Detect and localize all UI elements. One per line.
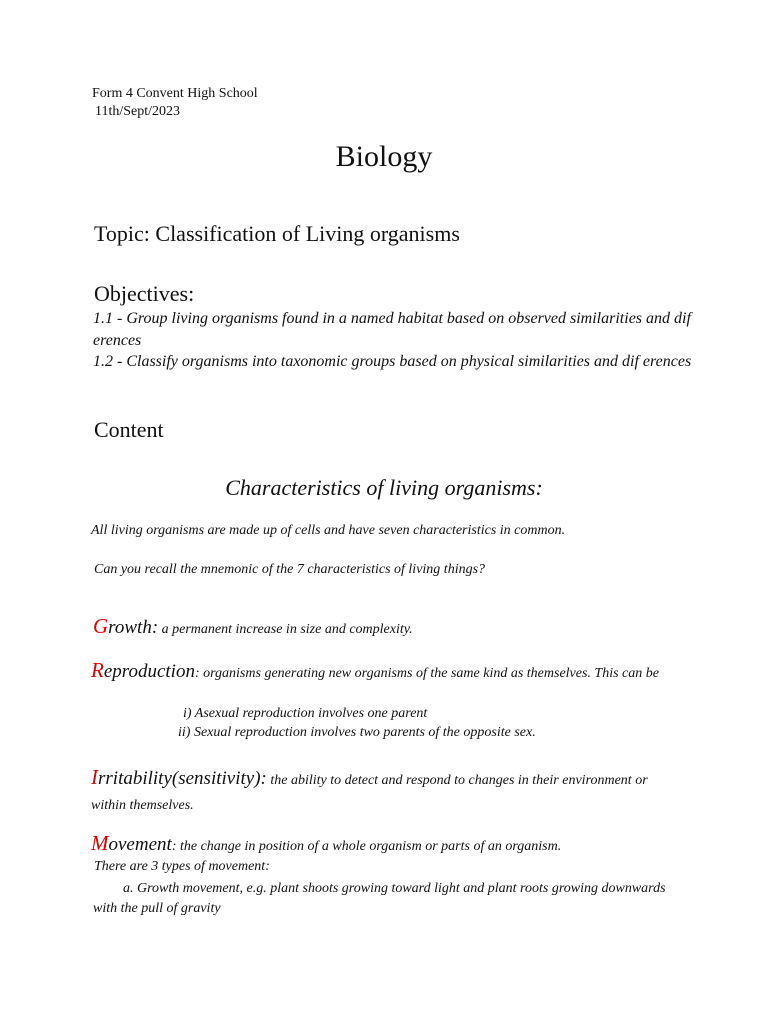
movement-description: : the change in position of a whole organism or parts of an organism.: [171, 839, 562, 854]
characteristics-subheading: Characteristics of living organisms:: [225, 475, 543, 500]
movement-type-a: a. Growth movement, e.g. plant shoots growing toward light and plant roots growing downwards with the pull of gravity: [93, 881, 666, 916]
growth-initial: G: [93, 614, 109, 638]
objective-item-1: 1.1 - Group living organisms found in a named habitat based on observed similarities and dif erences: [93, 310, 691, 349]
reproduction-subitem-asexual: i) Asexual reproduction involves one parent: [183, 706, 428, 721]
irritability-term: rritability(sensitivity):: [98, 768, 267, 789]
reproduction-entry: [91, 659, 681, 685]
topic-heading: Topic: Classification of Living organisms: [94, 221, 460, 246]
movement-initial: M: [91, 831, 109, 855]
irritability-initial: I: [91, 765, 98, 789]
irritability-entry: [91, 765, 671, 818]
reproduction-description: : organisms generating new organisms of the same kind as themselves. This can be: [194, 666, 659, 681]
reproduction-term: eproduction: [103, 661, 195, 682]
school-name: Form 4 Convent High School: [92, 86, 258, 101]
mnemonic-question: Can you recall the mnemonic of the 7 characteristics of living things?: [94, 562, 486, 577]
objectives-heading: Objectives:: [94, 281, 195, 306]
objective-item-2: 1.2 - Classify organisms into taxonomic groups based on physical similarities and dif erences: [93, 353, 692, 370]
intro-text: All living organisms are made up of cells and have seven characteristics in common.: [91, 523, 566, 538]
movement-types-intro: There are 3 types of movement:: [94, 859, 270, 874]
page-title: Biology: [335, 140, 433, 173]
reproduction-initial: R: [91, 658, 104, 682]
growth-term: rowth:: [108, 617, 159, 638]
date: 11th/Sept/2023: [95, 104, 181, 119]
content-heading: Content: [94, 417, 164, 442]
growth-description: a permanent increase in size and complexity.: [158, 622, 413, 637]
reproduction-subitem-sexual: ii) Sexual reproduction involves two parents of the opposite sex.: [178, 725, 536, 740]
movement-entry: [91, 831, 561, 856]
growth-entry: [93, 614, 413, 639]
movement-term: ovement: [108, 834, 172, 855]
irritability-description: the ability to detect and respond to changes in their environment or within themselves.: [91, 773, 648, 813]
